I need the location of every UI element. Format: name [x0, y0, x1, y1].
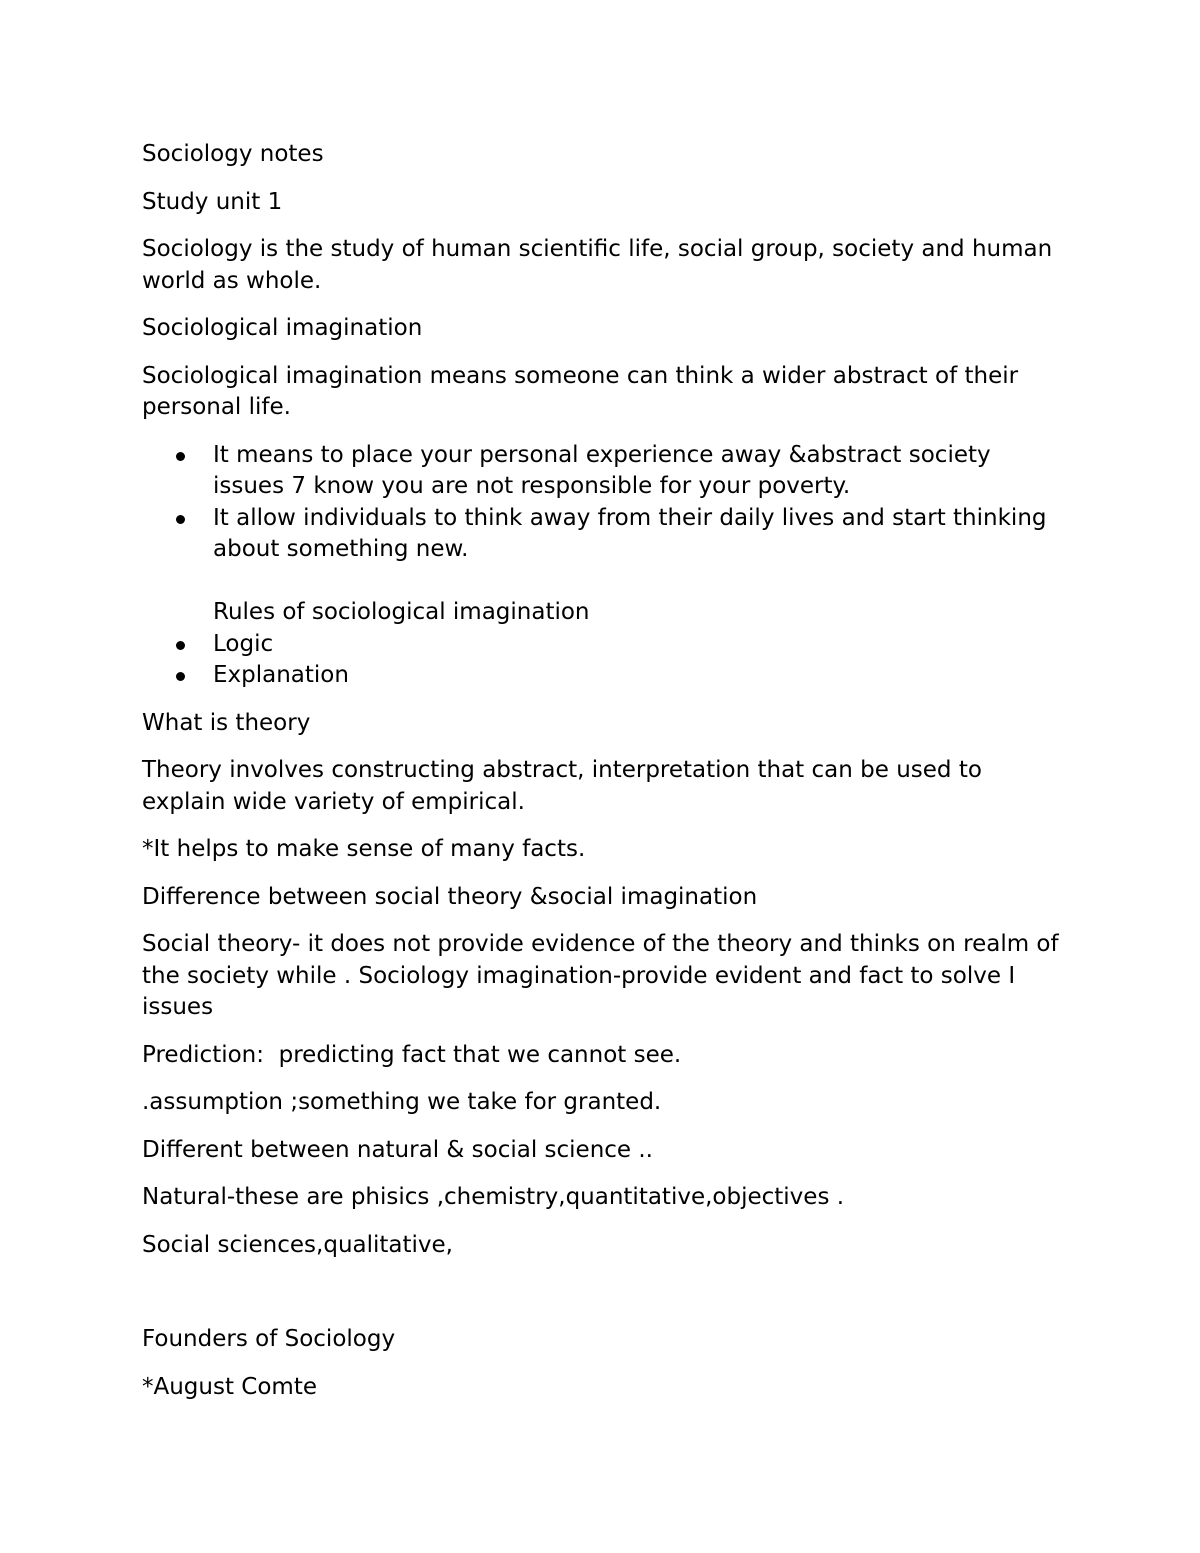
rules-heading: Rules of sociological imagination — [213, 599, 590, 625]
theory-text: Theory involves constructing abstract, interpretation that can be used to explain wide variety of empirical. — [142, 757, 990, 815]
founder-item: *August Comte — [142, 1373, 318, 1400]
assumption-text: .assumption ;something we take for granted. — [142, 1089, 662, 1115]
list-item — [142, 503, 1062, 566]
document-title: Sociology notes — [142, 141, 324, 167]
document-page — [142, 139, 1066, 1419]
list-item-text: It means to place your personal experience away &abstract society issues 7 know you are not responsible for your poverty. — [213, 441, 991, 499]
bullet-icon — [176, 515, 185, 524]
difference-heading: Difference between social theory &social imagination — [142, 883, 758, 910]
prediction-text: Prediction: predicting fact that we cannot see. — [142, 1041, 682, 1068]
list-item-text: Logic — [213, 630, 274, 657]
bullet-icon — [176, 641, 185, 650]
sociology-definition: Sociology is the study of human scientific life, social group, society and human world as whole. — [142, 236, 1060, 294]
list-item — [142, 629, 1062, 661]
list-item — [142, 660, 1062, 692]
blank-line — [142, 566, 1062, 598]
study-unit-label: Study unit 1 — [142, 188, 283, 215]
founders-heading: Founders of Sociology — [142, 1326, 396, 1352]
natural-vs-social-heading: Different between natural & social science .. — [142, 1136, 653, 1163]
theory-note: *It helps to make sense of many facts. — [142, 836, 586, 862]
list-item — [142, 440, 1062, 503]
imagination-text: Sociological imagination means someone can think a wider abstract of their personal life. — [142, 362, 1026, 420]
imagination-heading: Sociological imagination — [142, 315, 423, 341]
difference-text: Social theory- it does not provide evidence of the theory and thinks on realm of the society while . Sociology imagination-provide evident and fact to solve I issues — [142, 931, 1066, 1020]
bullet-icon — [176, 672, 185, 681]
social-science-text: Social sciences,qualitative, — [142, 1231, 453, 1258]
imagination-bullet-list — [142, 440, 1062, 566]
blank-line — [142, 1277, 1062, 1324]
bullet-icon — [176, 452, 185, 461]
natural-science-text: Natural-these are phisics ,chemistry,quantitative,objectives . — [142, 1184, 845, 1210]
list-item-text: Explanation — [213, 662, 349, 688]
rules-bullet-list — [142, 629, 1062, 692]
list-item-text: It allow individuals to think away from their daily lives and start thinking about something new. — [213, 504, 1047, 562]
theory-heading: What is theory — [142, 709, 311, 736]
